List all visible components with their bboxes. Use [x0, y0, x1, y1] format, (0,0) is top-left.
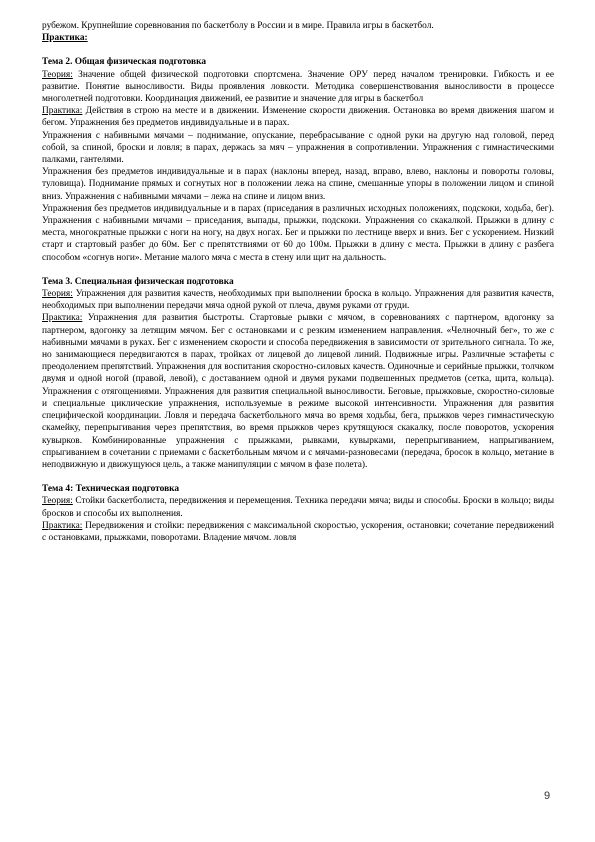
topic4-theory-label: Теория:: [42, 496, 73, 507]
topic3-practice: [42, 312, 554, 471]
topic3-practice-text: Упражнения для развития быстроты. Стартовые рывки с мячом, в соревнованиях с партнером, вдогонку за партнером, вдогонку за летящим мячом. Бег с остановками и с резким изменением направления. «Челночный бег», то же с набивными мячами в руках. Бег с изменением скорости и способа передвижения в зависимости от зрительного сигнала. То же, но занимающиеся передвигаются в парах, тройках от лицевой до лицевой линий. Подвижные игры. Различные эстафеты с преодолением препятствий. Упражнения для воспитания скоростно-силовых качеств. Одиночные и серийные прыжки, толчком двумя и одной ногой (правой, левой), с доставанием одной и двумя руками подвешенных предметов (сетка, щита, кольца). Упражнения с отягощениями. Упражнения для развития специальной выносливости. Беговые, прыжковые, скоростно-силовые и специальные циклические упражнения, используемые в режиме высокой интенсивности. Упражнения для развития специфической координации. Ловля и передача баскетбольного мяча во время ходьбы, бега, прыжков через гимнастическую скамейку, перепрыгивания через препятствия, во время прыжков через крутящуюся скакалку, после поворотов, ускорения кувырков. Комбинированные упражнения с прыжками, рывками, кувырками, перепрыгиванием, напрыгиванием, спрыгиванием в сочетании с приемами с баскетбольным мячом и с мячами-разновесами (передача, бросок в кольцо, метание в неподвижную и движущуюся цель, а также манипуляции с мячом в фазе полета).: [42, 313, 554, 470]
topic3-theory: [42, 288, 554, 312]
topic3-practice-label: Практика:: [42, 313, 83, 324]
topic2-theory: [42, 69, 554, 106]
topic2-practice-text-0: Действия в строю на месте и в движении. Изменение скорости движения. Остановка во время движения шагом и бегом. Упражнения без предметов индивидуальные и в парах.: [42, 106, 554, 129]
topic4-theory: [42, 495, 554, 519]
topic3-heading: Тема 3. Специальная физическая подготовка: [42, 276, 234, 287]
topic2-practice-label: Практика:: [42, 106, 83, 117]
intro-text: рубежом. Крупнейшие соревнования по баскетболу в России и в мире. Правила игры в баскетбол.: [42, 21, 434, 31]
topic2-practice-paragraph: Упражнения без предметов индивидуальные и в парах (наклоны вперед, назад, вправо, влево, наклоны и повороты головы, туловища). Поднимание прямых и согнутых ног в положении лежа на спине, смешанные упоры в положении лицом и спиной вниз. Упражнения с набивными мячами – лежа на спине и лицом вниз.: [42, 167, 554, 202]
topic2-heading: Тема 2. Общая физическая подготовка: [42, 57, 207, 68]
topic4-practice-label: Практика:: [42, 520, 83, 531]
topic2-practice-paragraph: Упражнения с набивными мячами – поднимание, опускание, перебрасывание с одной руки на другую над головой, перед собой, за спиной, броски и ловля; в парах, держась за мяч – упражнения в сопротивлении. Упражнения с гимнастическими палками, гантелями.: [42, 130, 554, 166]
intro-paragraph: [42, 20, 554, 32]
spacer: [42, 471, 554, 483]
spacer: [42, 44, 554, 56]
spacer: [42, 264, 554, 276]
topic2-practice: [42, 105, 554, 129]
topic3-theory-text: Упражнения для развития качеств, необходимых при выполнении броска в кольцо. Упражнения для развития качеств, необходимых при выполнении передачи мяча одной рукой от плеча, двумя руками от груди.: [42, 289, 554, 312]
topic2-theory-label: Теория:: [42, 69, 73, 80]
page-content: [42, 20, 554, 544]
page-number: 9: [544, 790, 551, 802]
topic4-practice-text: Передвижения и стойки: передвижения с максимальной скоростью, ускорения, остановки; сочетание передвижений с остановками, прыжками, поворотами. Владение мячом. ловля: [42, 520, 554, 543]
topic3-theory-label: Теория:: [42, 289, 73, 300]
topic2-practice-paragraph: Упражнения без предметов индивидуальные и в парах (приседания в различных исходных положениях, подскоки, ходьба, бег). Упражнения с набивными мячами – приседания, выпады, прыжки, подскоки. Упражнения со скакалкой. Прыжки в длину с места, многократные прыжки с ноги на ногу, на двух ногах. Бег и прыжки по лестнице вверх и вниз. Бег с ускорением. Низкий старт и стартовый разбег до 60м. Бег с препятствиями от 60 до 100м. Прыжки в длину с места. Прыжки в длину с разбега способом «согнув ноги». Метание малого мяча с места в стену или щит на дальность.: [42, 203, 554, 263]
intro-practice-label: Практика:: [42, 33, 88, 44]
topic4-theory-text: Стойки баскетболиста, передвижения и перемещения. Техника передачи мяча; виды и способы. Броски в кольцо; виды бросков и способы их выполнения.: [42, 496, 554, 519]
topic4-heading: Тема 4: Техническая подготовка: [42, 484, 180, 495]
topic4-practice: [42, 520, 554, 544]
topic2-theory-text: Значение общей физической подготовки спортсмена. Значение ОРУ перед началом тренировки. Гибкость и ее развитие. Понятие выносливости. Виды проявления ловкости. Методика совершенствования выносливости в процессе многолетней подготовки. Координация движений, ее развитие и значение для игры в баскетбол: [42, 69, 554, 105]
